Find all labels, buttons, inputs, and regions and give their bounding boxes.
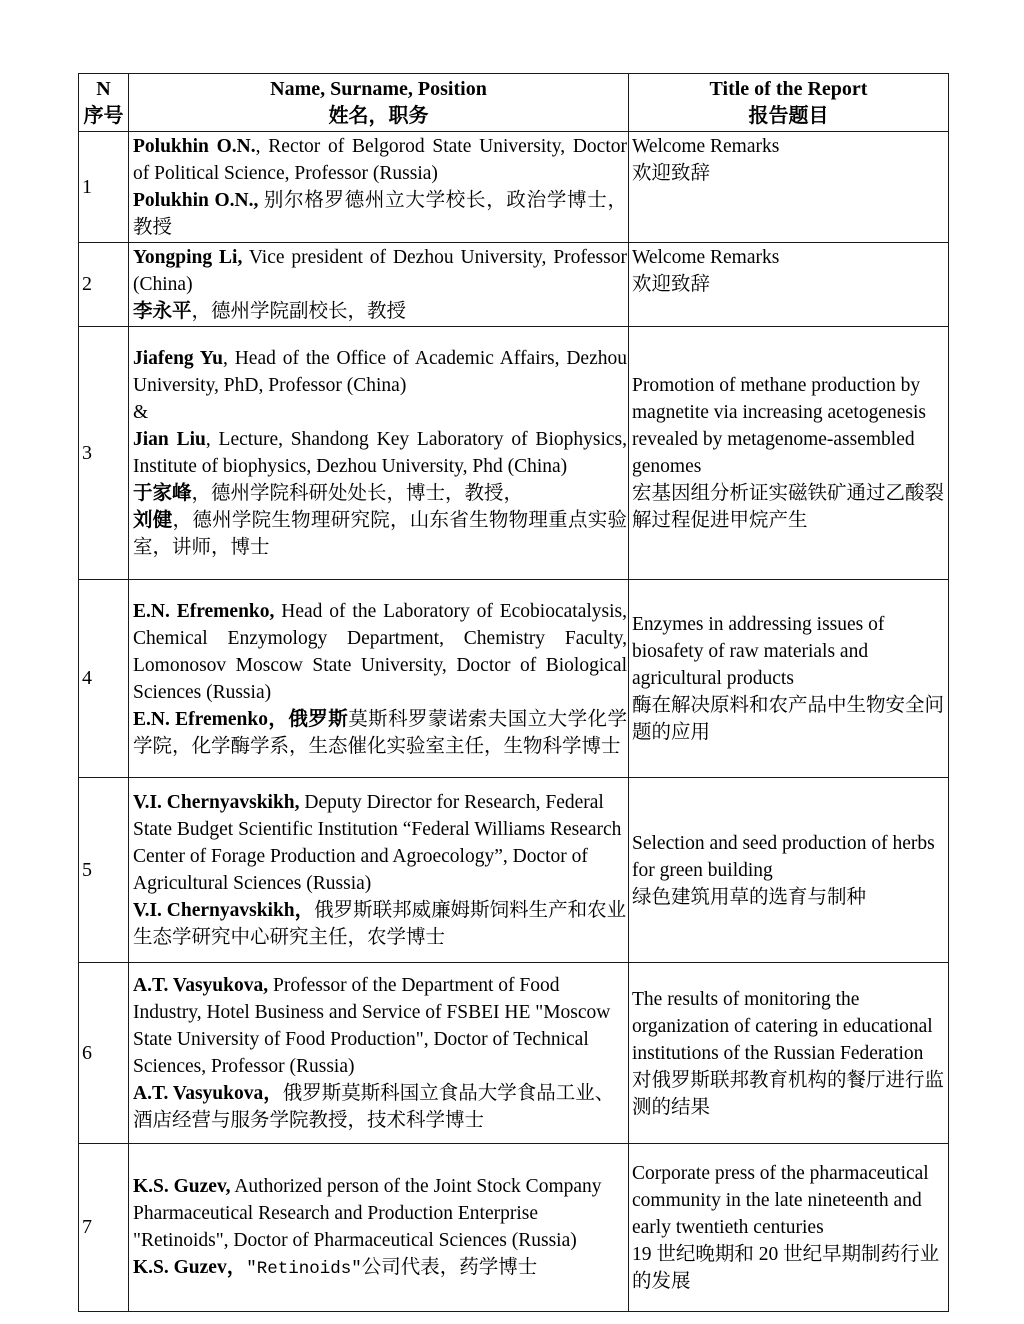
person-cell <box>129 243 629 327</box>
text-line <box>632 692 946 746</box>
text-run: K.S. Guzev， <box>133 1256 247 1278</box>
text-run: 刘健 <box>133 510 173 531</box>
text-run: Head of the Laboratory of Ecobiocatalysis, Chemical Enzymology Department, Chemistry Faculty, Lomonosov Moscow State University, Doctor of Biological Sciences (Russia) <box>133 600 627 703</box>
report-title-cell <box>629 778 949 963</box>
text-line <box>632 611 946 692</box>
row-number-cell: 1 <box>79 132 129 243</box>
text-line <box>632 1067 946 1121</box>
person-cell <box>129 1144 629 1312</box>
program-table <box>78 73 949 1312</box>
text-line <box>133 399 627 426</box>
text-run: Authorized person of the Joint Stock Company Pharmaceutical Research and Production Enterprise "Retinoids", Doctor of Pharmaceutical Sciences (Russia) <box>133 1175 602 1251</box>
text-run: K.S. Guzev, <box>133 1175 231 1197</box>
text-run: ″Retinoids″ <box>246 1258 362 1279</box>
text-run: A.T. Vasyukova, <box>133 975 269 996</box>
report-title-cell <box>629 963 949 1144</box>
person-cell <box>129 778 629 963</box>
text-run: The results of monitoring the organization of catering in educational institutions of the Russian Federation <box>632 988 933 1064</box>
text-line <box>133 972 627 1080</box>
table-row <box>79 778 949 963</box>
report-title-cell <box>629 327 949 580</box>
text-line <box>632 480 946 534</box>
col-header-title-en: Title of the Report <box>709 77 868 100</box>
table-row <box>79 132 949 243</box>
text-run: 莫斯科罗蒙诺索夫国立大学化学学院，化学酶学系，生态催化实验室主任，生物科学博士 <box>133 708 627 757</box>
text-run: 欢迎致辞 <box>632 163 711 184</box>
col-header-name-zh: 姓名，职务 <box>328 104 429 127</box>
text-line <box>133 598 627 706</box>
text-run: 酶在解决原料和农产品中生物安全问题的应用 <box>632 695 945 743</box>
row-number-cell: 3 <box>79 327 129 580</box>
text-line <box>133 706 627 760</box>
text-run: 宏基因组分析证实磁铁矿通过乙酸裂解过程促进甲烷产生 <box>632 483 945 531</box>
text-run: 欢迎致辞 <box>632 274 711 295</box>
text-line <box>632 160 946 187</box>
row-number-cell: 4 <box>79 580 129 778</box>
text-run: 于家峰 <box>133 483 192 504</box>
text-line <box>133 244 627 298</box>
col-header-title-zh: 报告题目 <box>748 104 829 127</box>
table-row <box>79 243 949 327</box>
text-run: Corporate press of the pharmaceutical community in the late nineteenth and early twentieth centuries <box>632 1163 929 1238</box>
report-title-cell <box>629 1144 949 1312</box>
text-run: E.N. Efremenko，俄罗斯 <box>133 708 349 730</box>
text-run: 俄罗斯莫斯科国立食品大学食品工业、酒店经营与服务学院教授，技术科学博士 <box>133 1083 615 1131</box>
text-run: 别尔格罗德州立大学校长，政治学博士，教授 <box>133 190 627 238</box>
report-title-cell <box>629 243 949 327</box>
row-number-cell: 6 <box>79 963 129 1144</box>
text-line <box>133 480 627 507</box>
text-run: 李永平 <box>133 301 192 322</box>
col-header-title <box>629 74 949 132</box>
text-line <box>133 789 627 897</box>
report-title-cell <box>629 580 949 778</box>
person-cell <box>129 580 629 778</box>
text-run: Polukhin O.N. <box>133 136 256 157</box>
text-run: Professor of the Department of Food Industry, Hotel Business and Service of FSBEI HE "Moscow State University of Food Production", Doctor of Technical Sciences, Professor (Russia) <box>133 975 611 1077</box>
text-run: , Rector of Belgorod State University, Doctor of Political Science, Professor (Russia) <box>133 136 627 184</box>
text-line <box>632 244 946 271</box>
text-run: Jian Liu <box>133 429 206 450</box>
person-cell <box>129 963 629 1144</box>
text-run: E.N. Efremenko, <box>133 600 275 622</box>
text-line <box>133 345 627 399</box>
text-line <box>133 1080 627 1134</box>
person-cell <box>129 132 629 243</box>
col-header-number <box>79 74 129 132</box>
text-line <box>133 298 627 325</box>
text-line <box>632 271 946 298</box>
text-run: ，德州学院科研处处长，博士，教授， <box>191 483 524 504</box>
text-line <box>632 1160 946 1241</box>
col-header-number-en: N <box>96 77 111 100</box>
text-run: , Lecture, Shandong Key Laboratory of Biophysics, Institute of biophysics, Dezhou University, Phd (China) <box>133 429 627 477</box>
text-run: Promotion of methane production by magnetite via increasing acetogenesis revealed by metagenome-assembled genomes <box>632 375 927 477</box>
col-header-name <box>129 74 629 132</box>
text-line <box>632 986 946 1067</box>
text-run: 19 世纪晚期和 20 世纪早期制药行业的发展 <box>632 1244 940 1292</box>
text-run: V.I. Chernyavskikh， <box>133 900 315 921</box>
text-run: Welcome Remarks <box>632 136 780 157</box>
text-run: Jiafeng Yu <box>133 348 223 369</box>
report-title-cell <box>629 132 949 243</box>
text-run: A.T. Vasyukova， <box>133 1083 283 1104</box>
table-row <box>79 580 949 778</box>
col-header-number-zh: 序号 <box>83 104 124 127</box>
text-run: Polukhin O.N., <box>133 190 259 211</box>
table-row <box>79 327 949 580</box>
person-cell <box>129 327 629 580</box>
text-run: V.I. Chernyavskikh, <box>133 792 300 813</box>
text-line <box>632 372 946 480</box>
header-row <box>79 74 949 132</box>
row-number-cell: 5 <box>79 778 129 963</box>
text-run: 绿色建筑用草的选育与制种 <box>632 886 867 908</box>
text-line <box>632 830 946 884</box>
text-run: Yongping Li, <box>133 247 243 268</box>
row-number-cell: 7 <box>79 1144 129 1312</box>
col-header-name-en: Name, Surname, Position <box>270 77 487 100</box>
text-line <box>133 133 627 187</box>
text-line <box>632 884 946 911</box>
text-run: 对俄罗斯联邦教育机构的餐厅进行监测的结果 <box>632 1069 945 1118</box>
text-run: 公司代表，药学博士 <box>361 1256 538 1278</box>
text-run: & <box>133 402 149 423</box>
text-line <box>133 507 627 561</box>
text-line <box>133 187 627 241</box>
table-row <box>79 963 949 1144</box>
text-run: Selection and seed production of herbs for green building <box>632 832 935 881</box>
text-run: Welcome Remarks <box>632 247 780 268</box>
text-run: 俄罗斯联邦威廉姆斯饲料生产和农业生态学研究中心研究主任，农学博士 <box>133 900 627 948</box>
row-number-cell: 2 <box>79 243 129 327</box>
text-run: , Head of the Office of Academic Affairs, Dezhou University, PhD, Professor (China) <box>133 348 627 396</box>
text-run: ，德州学院副校长，教授 <box>191 301 407 322</box>
text-line <box>632 1241 946 1295</box>
text-run: ，德州学院生物理研究院，山东省生物物理重点实验室，讲师，博士 <box>133 510 627 558</box>
table-row <box>79 1144 949 1312</box>
text-run: Enzymes in addressing issues of biosafety of raw materials and agricultural products <box>632 614 885 689</box>
text-run: Vice president of Dezhou University, Professor (China) <box>133 247 627 295</box>
text-line <box>133 426 627 480</box>
text-line <box>133 1173 627 1254</box>
text-line <box>632 133 946 160</box>
text-line <box>133 897 627 951</box>
text-run: Deputy Director for Research, Federal State Budget Scientific Institution “Federal Williams Research Center of Forage Production and Agroecology”, Doctor of Agricultural Sciences (Russia) <box>133 792 622 894</box>
text-line <box>133 1254 627 1283</box>
